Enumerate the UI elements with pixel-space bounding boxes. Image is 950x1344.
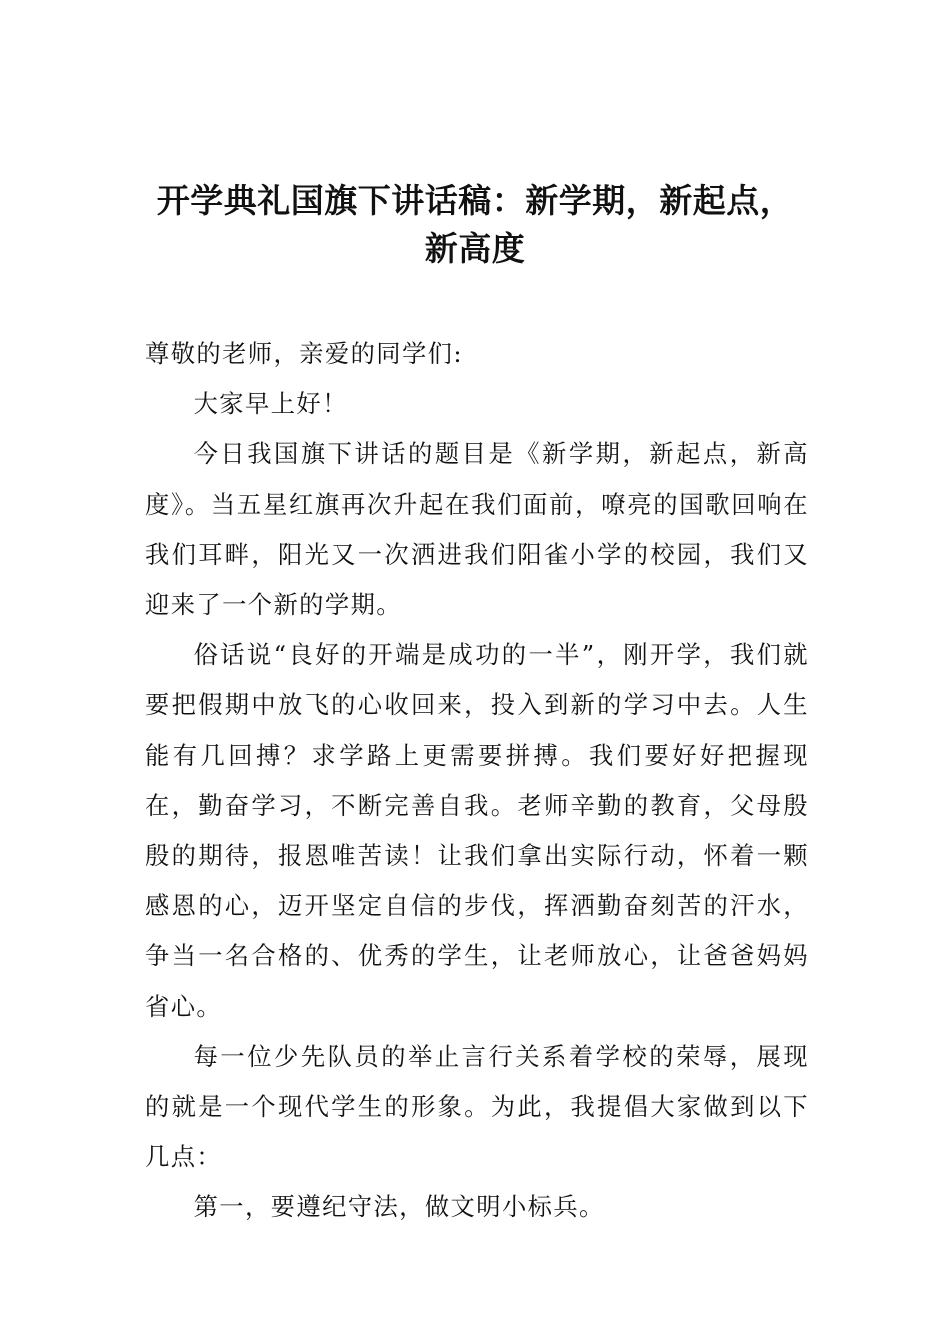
- document-title: [120, 177, 830, 273]
- paragraph-greeting: 大家早上好！: [193, 389, 348, 419]
- paragraph-conduct: 每一位少先队员的举止言行关系着学校的荣辱，展现的就是一个现代学生的形象。为此，我提倡大家做到以下几点：: [145, 1041, 809, 1172]
- salutation: 尊敬的老师，亲爱的同学们:: [145, 339, 463, 368]
- document-body: [145, 329, 809, 1233]
- paragraph-point-one: 第一，要遵纪守法，做文明小标兵。: [193, 1192, 605, 1222]
- paragraph-good-start: 俗话说“良好的开端是成功的一半”，刚开学，我们就要把假期中放飞的心收回来，投入到新的学习中去。人生能有几回搏？求学路上更需要拼搏。我们要好好把握现在，勤奋学习，不断完善自我。老师辛勤的教育，父母殷殷的期待，报恩唯苦读！让我们拿出实际行动，怀着一颗感恩的心，迈开坚定自信的步伐，挥洒勤奋刻苦的汗水，争当一名合格的、优秀的学生，让老师放心，让爸爸妈妈省心。: [145, 640, 809, 1021]
- title-line-1: 开学典礼国旗下讲话稿：新学期，新起点，: [156, 181, 794, 220]
- paragraph-topic: 今日我国旗下讲话的题目是《新学期，新起点，新高度》。当五星红旗再次升起在我们面前，嘹亮的国歌回响在我们耳畔，阳光又一次洒进我们阳雀小学的校园，我们又迎来了一个新的学期。: [145, 439, 809, 620]
- title-line-2: 新高度: [424, 229, 526, 268]
